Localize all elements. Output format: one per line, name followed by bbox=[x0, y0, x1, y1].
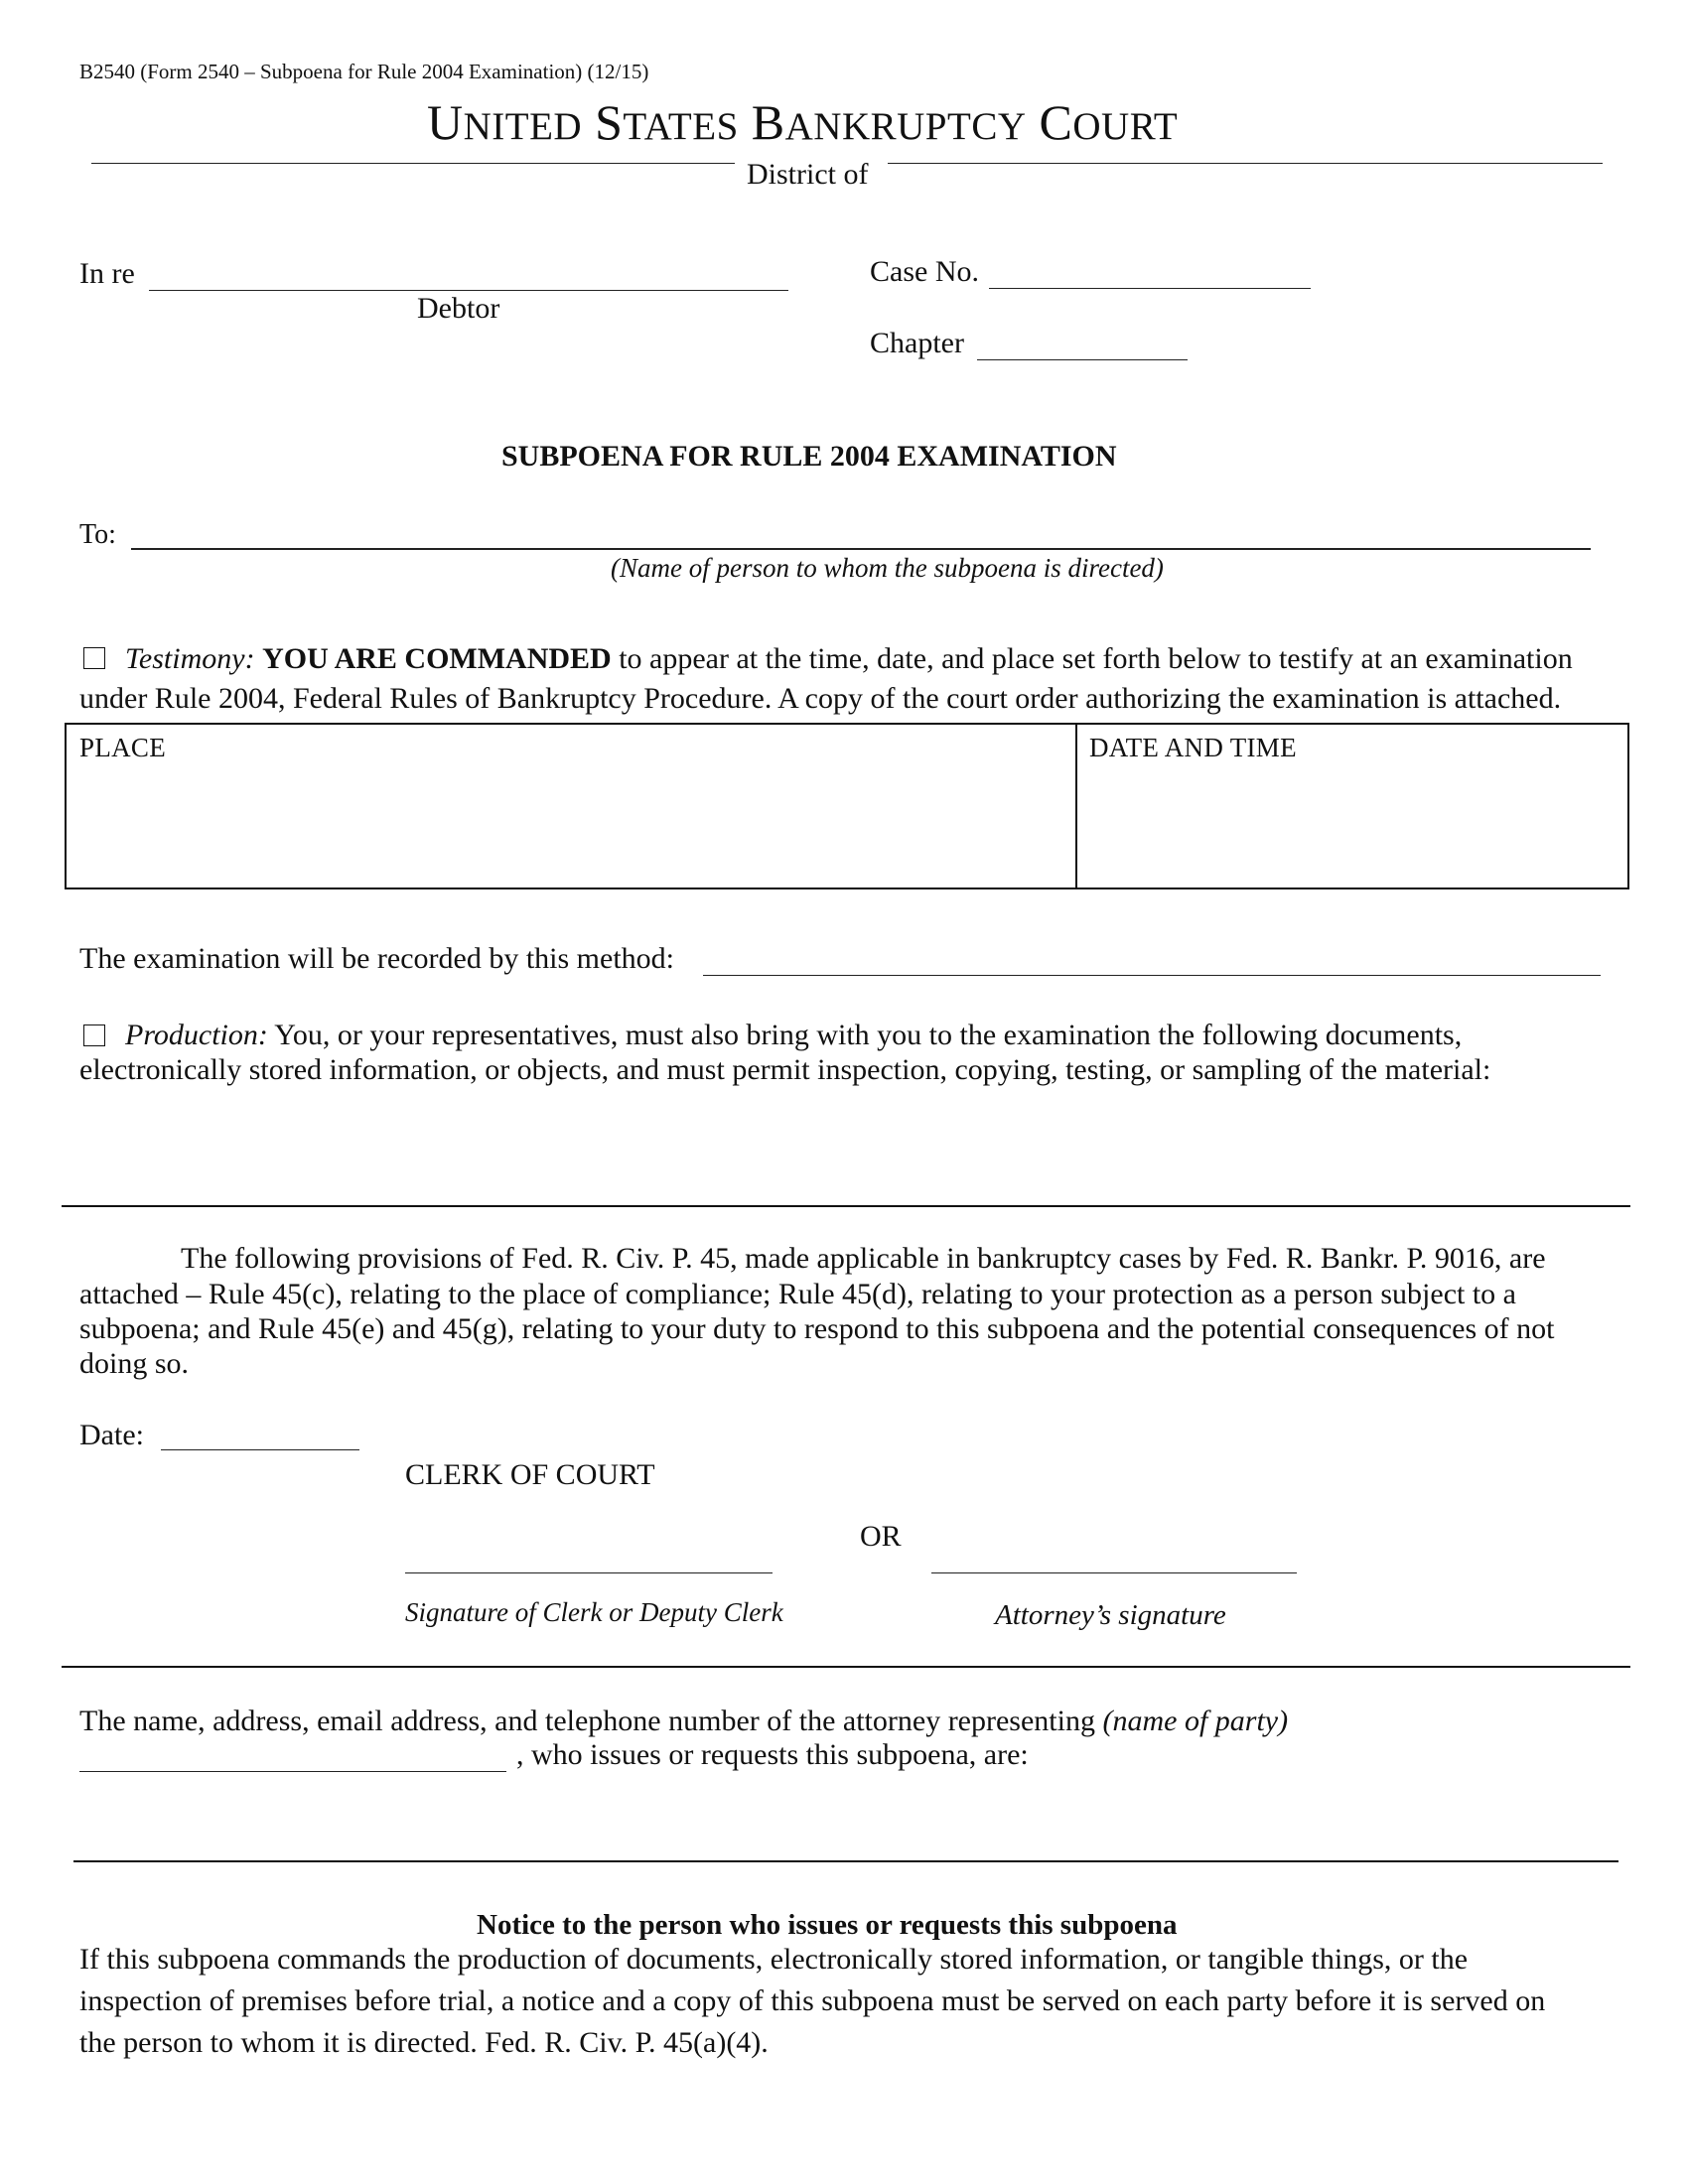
provisions-line-2: attached – Rule 45(c), relating to the place of compliance; Rule 45(d), relating to your protection as a person subject to a bbox=[79, 1278, 1517, 1310]
attorney-text-1: The name, address, email address, and telephone number of the attorney representing bbox=[79, 1705, 1095, 1737]
form-id: B2540 (Form 2540 – Subpoena for Rule 2004 Examination) (12/15) bbox=[79, 60, 649, 83]
court-title-word-2: STATES bbox=[595, 94, 739, 150]
recording-label: The examination will be recorded by this method: bbox=[79, 942, 675, 975]
testimony-line-2: under Rule 2004, Federal Rules of Bankruptcy Procedure. A copy of the court order authorizing the examination is attached. bbox=[79, 682, 1562, 715]
chapter-field[interactable] bbox=[977, 330, 1188, 360]
court-title-word-1: UNITED bbox=[427, 94, 583, 150]
testimony-command: YOU ARE COMMANDED bbox=[262, 642, 612, 675]
attorney-signature-caption: Attorney’s signature bbox=[995, 1599, 1226, 1631]
testimony-text-1: to appear at the time, date, and place set forth below to testify at an examination bbox=[619, 642, 1573, 675]
notice-line-2: inspection of premises before trial, a notice and a copy of this subpoena must be served on each party before it is served on bbox=[79, 1984, 1546, 2017]
provisions-line-1: The following provisions of Fed. R. Civ. P. 45, made applicable in bankruptcy cases by Fed. R. Bankr. P. 9016, are bbox=[181, 1242, 1546, 1275]
attorney-name-of-party: (name of party) bbox=[1102, 1705, 1289, 1737]
in-re-label: In re bbox=[79, 257, 135, 290]
production-line-1 bbox=[125, 1018, 1462, 1053]
to-field[interactable] bbox=[131, 516, 1591, 550]
attorney-line-1 bbox=[79, 1704, 1288, 1739]
case-no-field[interactable] bbox=[989, 258, 1311, 289]
debtor-field[interactable] bbox=[149, 258, 788, 291]
table-divider bbox=[1075, 725, 1077, 887]
case-no-label: Case No. bbox=[870, 255, 979, 288]
clerk-signature-caption: Signature of Clerk or Deputy Clerk bbox=[405, 1597, 783, 1627]
notice-line-1: If this subpoena commands the production of documents, electronically stored information, or tangible things, or the bbox=[79, 1943, 1469, 1976]
production-line-2: electronically stored information, or objects, and must permit inspection, copying, testing, or sampling of the material: bbox=[79, 1053, 1491, 1086]
court-title bbox=[427, 93, 1178, 151]
debtor-label: Debtor bbox=[417, 292, 500, 325]
production-label: Production: bbox=[125, 1019, 268, 1051]
notice-line-3: the person to whom it is directed. Fed. R. Civ. P. 45(a)(4). bbox=[79, 2026, 769, 2059]
district-label: District of bbox=[747, 158, 869, 191]
district-field[interactable] bbox=[888, 163, 1603, 164]
section-divider-2 bbox=[62, 1666, 1630, 1668]
or-label: OR bbox=[860, 1520, 902, 1553]
datetime-label: DATE AND TIME bbox=[1089, 733, 1297, 762]
section-divider-3 bbox=[73, 1860, 1618, 1862]
production-checkbox[interactable] bbox=[83, 1024, 105, 1046]
testimony-checkbox[interactable] bbox=[83, 647, 105, 669]
attorney-line-2: , who issues or requests this subpoena, are: bbox=[516, 1738, 1029, 1771]
district-left-blank[interactable] bbox=[91, 163, 735, 164]
court-title-word-3: BANKRUPTCY bbox=[751, 94, 1027, 150]
clerk-label: CLERK OF COURT bbox=[405, 1458, 655, 1491]
party-field[interactable] bbox=[79, 1739, 506, 1772]
notice-title: Notice to the person who issues or requests this subpoena bbox=[477, 1909, 1178, 1941]
testimony-line-1 bbox=[125, 641, 1573, 677]
clerk-signature-line[interactable] bbox=[405, 1572, 773, 1573]
provisions-line-4: doing so. bbox=[79, 1347, 190, 1380]
place-label: PLACE bbox=[79, 733, 167, 762]
chapter-label: Chapter bbox=[870, 327, 964, 359]
place-date-table bbox=[65, 723, 1629, 889]
production-text-1: You, or your representatives, must also bring with you to the examination the following documents, bbox=[274, 1019, 1463, 1051]
form-heading: SUBPOENA FOR RULE 2004 EXAMINATION bbox=[501, 440, 1117, 473]
to-label: To: bbox=[79, 519, 116, 550]
to-caption: (Name of person to whom the subpoena is directed) bbox=[611, 553, 1164, 583]
date-field[interactable] bbox=[161, 1418, 359, 1450]
testimony-label: Testimony: bbox=[125, 642, 255, 675]
provisions-line-3: subpoena; and Rule 45(e) and 45(g), relating to your duty to respond to this subpoena and the potential consequences of not bbox=[79, 1312, 1555, 1345]
recording-field[interactable] bbox=[703, 943, 1601, 976]
date-label: Date: bbox=[79, 1419, 144, 1451]
court-title-word-4: COURT bbox=[1039, 94, 1179, 150]
attorney-signature-line[interactable] bbox=[931, 1572, 1297, 1573]
section-divider-1 bbox=[62, 1205, 1630, 1207]
